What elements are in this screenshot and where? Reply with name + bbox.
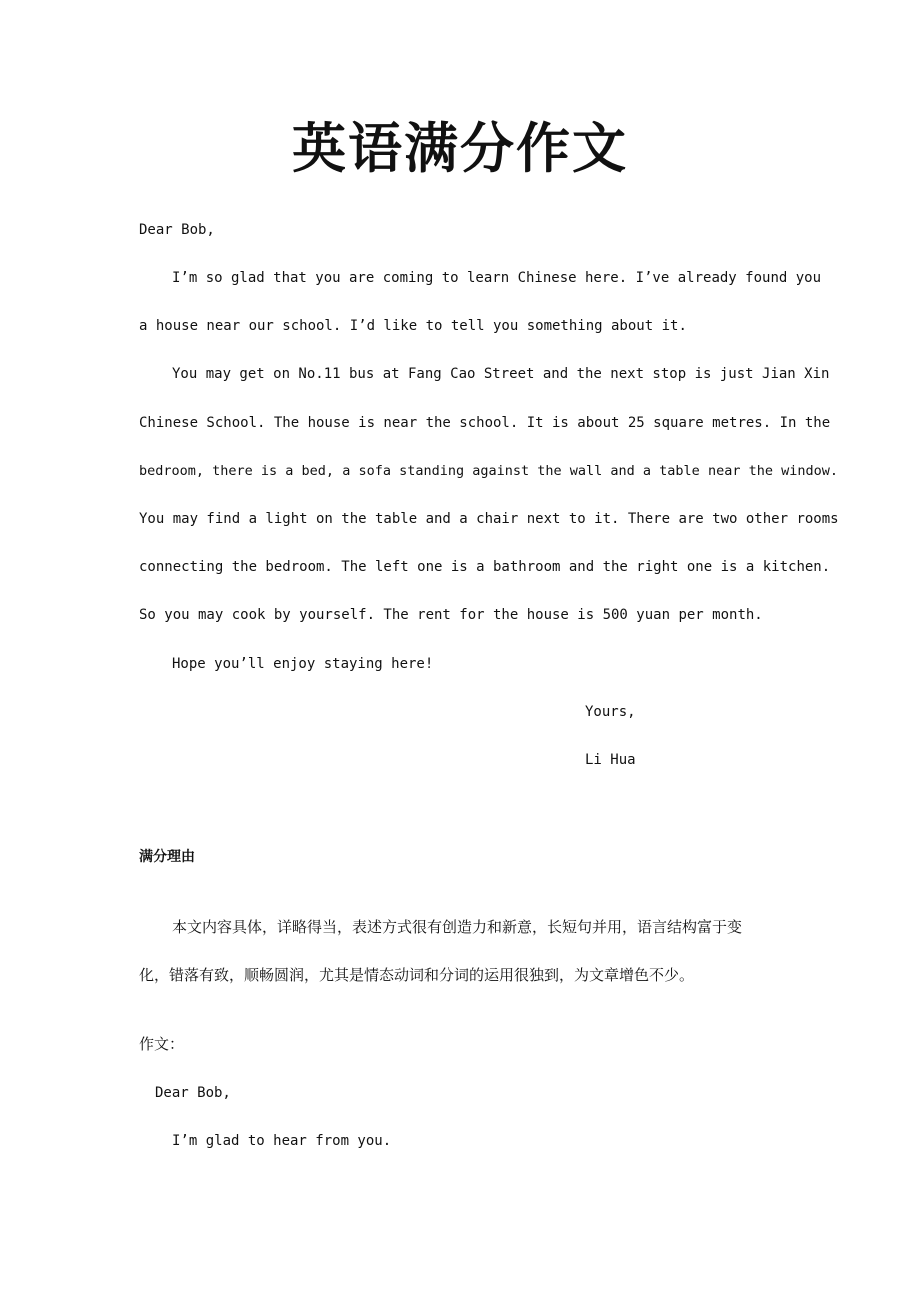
- letter-line: You may get on No.11 bus at Fang Cao Street and the next stop is just Jian Xin: [172, 366, 830, 382]
- letter-line: I’m so glad that you are coming to learn Chinese here. I’ve already found you: [172, 270, 822, 286]
- essay-greeting: Dear Bob,: [155, 1085, 231, 1101]
- document-title: 英语满分作文: [292, 116, 628, 180]
- letter-line: bedroom, there is a bed, a sofa standing against the wall and a table near the window.: [139, 463, 838, 479]
- letter-line: You may find a light on the table and a chair next to it. There are two other rooms: [139, 511, 839, 527]
- reason-heading: 满分理由: [139, 849, 195, 865]
- letter-greeting: Dear Bob,: [139, 222, 215, 238]
- letter-line: a house near our school. I’d like to tell you something about it.: [139, 318, 687, 334]
- letter-line: Hope you’ll enjoy staying here!: [172, 656, 434, 672]
- essay-first-line: I’m glad to hear from you.: [172, 1133, 392, 1149]
- reason-line: 本文内容具体，详略得当，表述方式很有创造力和新意，长短句并用，语言结构富于变: [172, 918, 743, 936]
- letter-line: So you may cook by yourself. The rent for the house is 500 yuan per month.: [139, 607, 763, 623]
- letter-line: connecting the bedroom. The left one is a bathroom and the right one is a kitchen.: [139, 559, 831, 575]
- essay-label: 作文：: [139, 1035, 185, 1053]
- letter-signature: Li Hua: [585, 752, 636, 768]
- letter-closing: Yours,: [585, 704, 636, 720]
- letter-line: Chinese School. The house is near the school. It is about 25 square metres. In the: [139, 415, 831, 431]
- reason-line: 化，错落有致，顺畅圆润，尤其是情态动词和分词的运用很独到，为文章增色不少。: [139, 966, 695, 984]
